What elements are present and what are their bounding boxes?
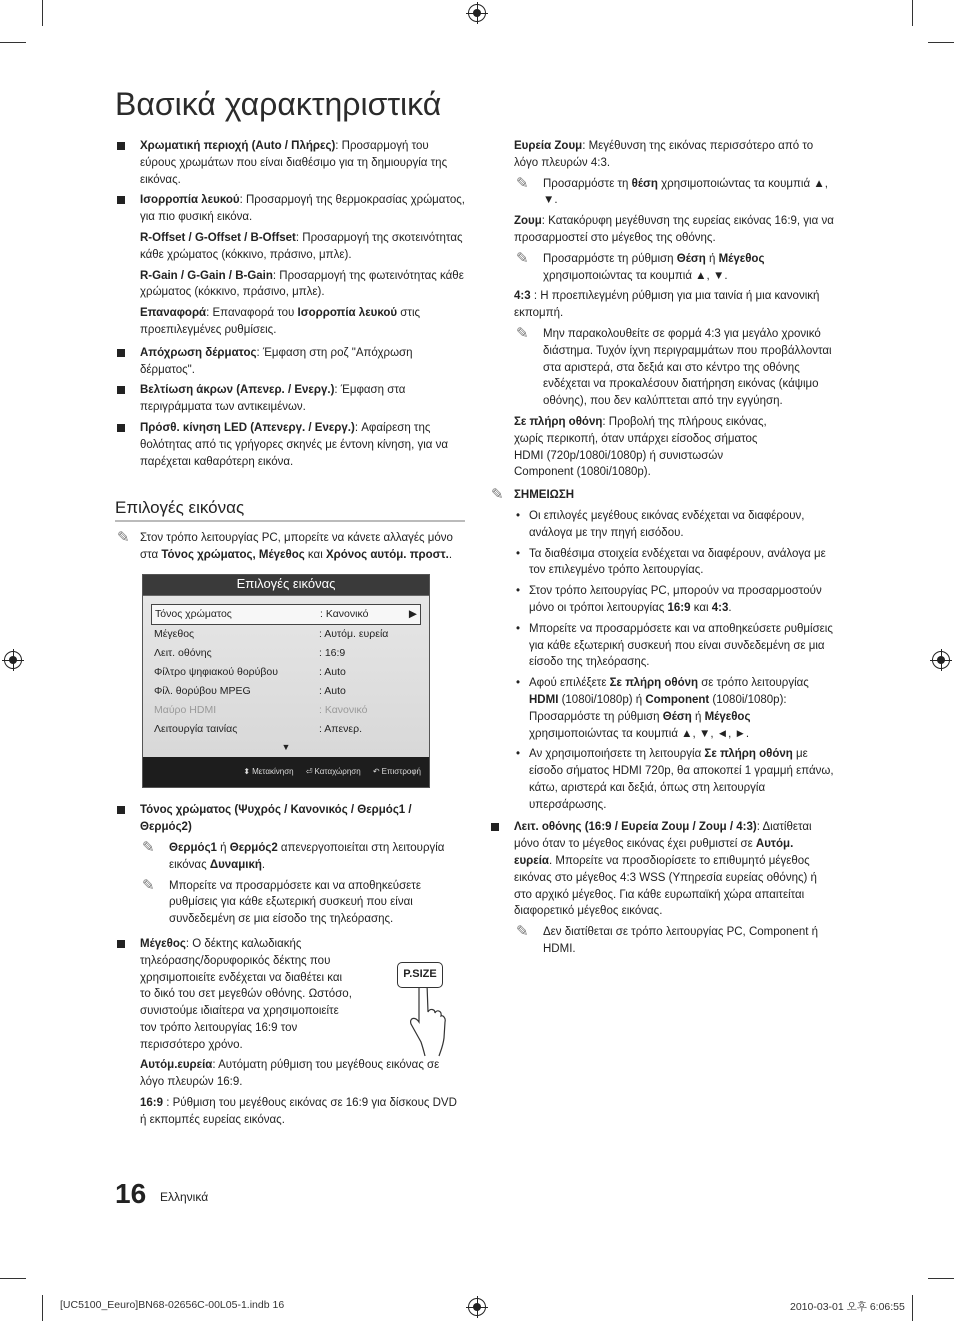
sub-item: 4:3 : Η προεπιλεγμένη ρύθμιση για μια ταινία ή μια κανονική εκπομπή. [514, 290, 820, 320]
sub-item: 16:9 : Ρύθμιση του μεγέθους εικόνας σε 16:9 για δίσκους DVD ή εκπομπές ευρείας εικόνας. [140, 1097, 457, 1126]
menu-item-screen-mode[interactable]: Λειτ. οθόνης : 16:9 [154, 646, 346, 659]
page-language: Ελληνικά [160, 1190, 209, 1204]
crop-mark [42, 1295, 43, 1321]
footer-return: Επιστροφή [381, 766, 421, 776]
menu-item-film-mode[interactable]: Λειτουργία ταινίας : Απενερ. [154, 722, 363, 735]
list-item: Βελτίωση άκρων (Απενερ. / Ενεργ.): Έμφαση στα περιγράμματα των αντικειμένων. [115, 382, 465, 416]
note-pencil-icon: ✎ [516, 324, 529, 342]
crop-mark [928, 1278, 954, 1279]
finger-press-icon [397, 978, 447, 1058]
note: ✎ Στον τρόπο λειτουργίας PC, μπορείτε να κάνετε αλλαγές μόνο στα Τόνος χρώματος, Μέγεθος και Χρόνος αυτόμ. προστ.. [117, 529, 453, 561]
enter-icon: ⏎ [305, 766, 313, 776]
list-item: Λειτ. οθόνης (16:9 / Ευρεία Ζουμ / Ζουμ / 4:3): Διατίθεται μόνο όταν το μέγεθος εικόνας έχει ρυθμιστεί σε Αυτόμ. ευρεία. Μπορείτε να προσδιορίσετε το επιθυμητό μέγεθος εικόνας στο μέγεθος 4:3 WSS (Υπηρεσία ευρείας οθόνης) ή στο αρχικό μέγεθος. Για κάθε ευρωπαϊκή χώρα απαιτείται διαφορετικό μέγεθος εικόνας. [489, 819, 834, 920]
note: ✎ Θερμός1 ή Θερμός2 απενεργοποιείται στη λειτουργία εικόνας Δυναμική. [142, 838, 445, 871]
note-list-item: • Στον τρόπο λειτουργίας PC, μπορούν να προσαρμοστούν μόνο οι τρόποι λειτουργίας 16:9 και 4:3. [514, 583, 834, 617]
footer-file-info: [UC5100_Eeuro]BN68-02656C-00L05-1.indb 16 [60, 1299, 285, 1311]
footer-move: Μετακίνηση [252, 766, 294, 776]
crop-mark [0, 1278, 26, 1279]
page-title: Βασικά χαρακτηριστικά [115, 86, 442, 122]
list-item: Χρωματική περιοχή (Auto / Πλήρες): Προσαρμογή του εύρους χρωμάτων που είναι διαθέσιμο για τη δημιουργία της εικόνας. [115, 138, 465, 188]
note: ✎ Μπορείτε να προσαρμόσετε και να αποθηκεύσετε ρυθμίσεις για κάθε εξωτερική συσκευή που είναι συνδεδεμένη σε μια είσοδο της τηλεόρασης. [142, 876, 421, 926]
psize-remote-button: P.SIZE [397, 962, 443, 988]
registration-mark-icon [932, 651, 950, 669]
footer-date: 2010-03-01 오후 6:06:55 [790, 1301, 905, 1313]
note-pencil-icon: ✎ [516, 249, 529, 267]
note-pencil-icon: ✎ [117, 529, 130, 547]
note-pencil-icon: ✎ [142, 876, 155, 894]
crop-mark [0, 42, 26, 43]
menu-body [143, 596, 429, 757]
sub-item: Ζουμ: Κατακόρυφη μεγέθυνση της ευρείας εικόνας 16:9, για να προσαρμοστεί στο μέγεθος της οθόνης. [514, 215, 834, 244]
note-list-item: • Τα διαθέσιμα στοιχεία ενδέχεται να διαφέρουν, ανάλογα με τον επιλεγμένο τρόπο λειτουργίας. [514, 546, 834, 580]
menu-item-color-tone[interactable]: Τόνος χρώματος : Κανονικό ▶ [151, 604, 421, 625]
note-list-item: • Μπορείτε να προσαρμόσετε και να αποθηκεύσετε ρυθμίσεις για κάθε εξωτερική συσκευή που είναι συνδεδεμένη σε μια είσοδο της τηλεόρασης. [514, 621, 834, 671]
picture-options-menu [142, 574, 430, 789]
menu-item-digital-noise-filter[interactable]: Φίλτρο ψηφιακού θορύβου : Auto [154, 665, 346, 678]
note: ✎ Προσαρμόστε τη ρύθμιση Θέση ή Μέγεθος χρησιμοποιώντας τα κουμπιά ▲, ▼. [516, 249, 765, 282]
crop-mark [928, 42, 954, 43]
return-icon: ↶ [372, 766, 380, 776]
crop-mark [42, 0, 43, 26]
sub-item: Επαναφορά: Επαναφορά του Ισορροπία λευκού στις προεπιλεγμένες ρυθμίσεις. [140, 307, 421, 336]
registration-mark-icon [468, 4, 486, 22]
move-icon: ⬍ [243, 766, 251, 776]
list-item: Μέγεθος: Ο δέκτης καλωδιακής τηλεόρασης/δορυφορικός δέκτης που χρησιμοποιείτε ενδέχεται να διαθέτει και το δικό του σετ μεγεθών οθόνης. Ωστόσο, συνιστούμε ιδιαίτερα να χρησιμοποιείτε τον τρόπο λειτουργίας 16:9 τον περισσότερο χρόνο. [115, 936, 355, 1054]
crop-mark [912, 1295, 913, 1321]
note-list-item: • Αφού επιλέξετε Σε πλήρη οθόνη σε τρόπο λειτουργίας HDMI (1080i/1080p) ή Component (1080i/1080p): Προσαρμόστε τη ρύθμιση Θέση ή Μέγεθος χρησιμοποιώντας τα κουμπιά ▲, ▼, ◄, ►. [514, 675, 834, 742]
note-list-item: • Αν χρησιμοποιήσετε τη λειτουργία Σε πλήρη οθόνη με είσοδο σήματος HDMI 720p, θα αποκοπεί 1 γραμμή επάνω, κάτω, αριστερά και δεξιά, όπως στη λειτουργία υπερσάρωσης. [514, 746, 834, 813]
note-heading: ✎ ΣΗΜΕΙΩΣΗ [491, 486, 575, 504]
menu-item-hdmi-black: Μαύρο HDMI : Κανονικό [154, 703, 368, 716]
list-item: Ισορροπία λευκού: Προσαρμογή της θερμοκρασίας χρώματος, για πιο φυσική εικόνα. [115, 192, 465, 226]
note: ✎ Προσαρμόστε τη θέση χρησιμοποιώντας τα κουμπιά ▲, ▼. [516, 174, 828, 207]
menu-title: Επιλογές εικόνας [143, 575, 429, 596]
sub-item: Ευρεία Ζουμ: Μεγέθυνση της εικόνας περισσότερο από το λόγο πλευρών 4:3. [514, 140, 814, 169]
sub-item: Αυτόμ.ευρεία: Αυτόματη ρύθμιση του μεγέθους εικόνας σε λόγο πλευρών 16:9. [140, 1059, 440, 1089]
registration-mark-icon [4, 651, 22, 669]
right-column [489, 138, 834, 962]
registration-mark-icon [468, 1298, 486, 1316]
psize-button-illustration [397, 962, 447, 1062]
section-title: Επιλογές εικόνας [115, 500, 465, 522]
menu-footer [143, 757, 429, 788]
page-number: 16 [115, 1178, 147, 1209]
sub-item: Σε πλήρη οθόνη: Προβολή της πλήρους εικόνας, χωρίς περικοπή, όταν υπάρχει είσοδος σήματος HDMI (720p/1080i/1080p) ή συνιστωσών Component (1080i/1080p). [514, 415, 767, 479]
note-list-item: • Οι επιλογές μεγέθους εικόνας ενδέχεται να διαφέρουν, ανάλογα με την πηγή εισόδου. [514, 508, 834, 542]
sub-item: R-Offset / G-Offset / B-Offset: Προσαρμογή της σκοτεινότητας κάθε χρώματος (κόκκινο, πράσινο, μπλε). [140, 231, 463, 261]
note: ✎ Δεν διατίθεται σε τρόπο λειτουργίας PC, Component ή HDMI. [516, 923, 818, 956]
scroll-down-icon: ▼ [281, 741, 291, 752]
menu-item-size[interactable]: Μέγεθος : Αυτόμ. ευρεία [154, 627, 389, 640]
arrow-right-icon: ▶ [408, 607, 417, 620]
menu-item-mpeg-noise-filter[interactable]: Φίλ. θορύβου MPEG : Auto [154, 684, 346, 697]
list-item: Απόχρωση δέρματος: Έμφαση στη ροζ "Απόχρωση δέρματος". [115, 345, 465, 379]
note: ✎ Μην παρακολουθείτε σε φορμά 4:3 για μεγάλο χρονικό διάστημα. Τυχόν ίχνη περιγραμμάτων που προβάλλονται στα αριστερά, στα δεξιά και στο κέντρο της οθόνης ενδέχεται να προκαλέσουν διατήρηση εικόνας (κάψιμο οθόνης), που δεν καλύπτεται από την εγγύηση. [516, 324, 832, 408]
note-pencil-icon: ✎ [491, 486, 504, 504]
list-item: Πρόσθ. κίνηση LED (Απενεργ. / Ενεργ.): Αφαίρεση της θολότητας από τις γρήγορες σκηνές με έντονη κίνηση, για να παρέχεται καθαρότερη εικόνα. [115, 420, 465, 470]
note-pencil-icon: ✎ [142, 838, 155, 856]
footer-enter: Καταχώρηση [314, 766, 361, 776]
note-pencil-icon: ✎ [516, 923, 529, 941]
note-pencil-icon: ✎ [516, 174, 529, 192]
crop-mark [912, 0, 913, 26]
sub-item: R-Gain / G-Gain / B-Gain: Προσαρμογή της φωτεινότητας κάθε χρώματος (κόκκινο, πράσινο, μπλε). [140, 269, 464, 299]
list-item: Τόνος χρώματος (Ψυχρός / Κανονικός / Θερμός1 / Θερμός2) [115, 802, 465, 836]
